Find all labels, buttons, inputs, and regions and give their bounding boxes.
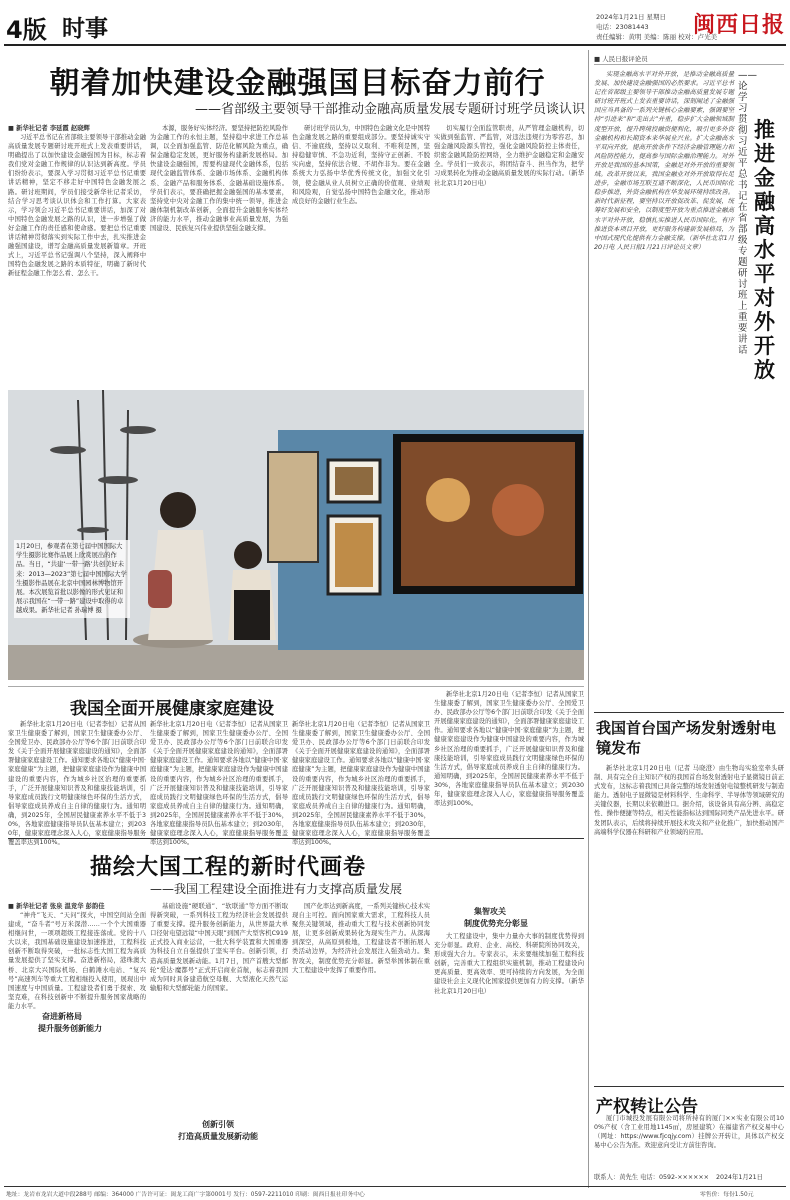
telescope-body [594,764,784,1082]
column-rule [588,50,589,1188]
notice-body [594,1114,784,1170]
divider [594,712,784,713]
main-article-text: 研讨班学员认为，中国特色金融文化是中国特色金融发展之路的重要组成部分。要坚持诚实守信、不逾底线，坚持以义取利、不唯利是图，坚持稳健审慎、不急功近利，坚持守正创新、不脱实向虚，坚持依法合规、不胡作非为。要在金融系统大力弘扬中华优秀传统文化，加强文化引领，使金融从业人员树立正确的价值观、业绩观和风险观，自觉弘扬中国特色金融文化，推动形成良好的金融行业生态。 [292,125,430,205]
exhibition-photo [8,390,584,680]
engineering-headline: 描绘大国工程的新时代画卷 [90,855,367,880]
main-article-col-2 [150,124,288,386]
engineering-subhead-5: 集智攻关 [474,907,506,916]
divider [8,838,584,839]
footer-price: 零售价：每份1.50元 [700,1192,754,1198]
notice-contact: 联系人：黄先生 电话：0592-×××××× [594,1174,709,1181]
divider [594,64,784,65]
exhibition-photo-illustration [8,390,584,680]
health-article-text: 新华社北京1月20日电（记者李恒）记者从国家卫生健康委了解到，国家卫生健康委办公厅、全国爱卫办、民政部办公厅等6个部门日前联合印发《关于全面开展健康家庭建设的通知》，全面部署健康家庭建设工作。通知要求各地以“健康中国·家庭健康”为主题，把健康家庭建设作为健康中国建设的重要内容，作为城乡社区治理的重要抓手，广泛开展健康知识普及和健康技能培训，引导家庭成员践行文明健康绿色环保的生活方式，倡导家庭成员养成自主自律的健康行为。通知明确，到2025年，全国居民健康素养水平不低于30%，各地家庭健康指导员队伍基本建立；到2030年，健康家庭理念深入人心，家庭健康指导服务覆盖率达到100%。 [150,721,288,847]
engineering-subhead-4: 打造高质量发展新动能 [178,1132,258,1141]
notice-headline: 产权转让公告 [596,1097,698,1117]
commentary-subtitle: ——论学习贯彻习近平总书记在省部级专题研讨班上重要讲话 [738,70,757,356]
issue-date: 2024年1月21日 星期日 [596,13,667,21]
engineering-text: 大工程建设中，集中力量办大事的制度优势得到充分彰显。政府、企业、高校、科研院所协同攻关，形成强大合力。专家表示，未来要继续加强工程科技创新，完善重大工程组织实施机制，推动工程建设向更高质量、更高效率、更可持续的方向发展，为全面建设社会主义现代化国家提供更加有力的支撑。（新华社北京1月20日电） [434,933,584,995]
commentary-title: 推进金融高水平对外开放 [754,118,775,382]
engineering-subhead-1: 奋进新格局 [42,1012,82,1021]
footer-address: 地址：龙岩市龙岩大道中段288号 邮编：364000 广告许可证：闽龙工商广字第0001号 发行：0597-2211010 印刷：闽西日报社印务中心 [6,1192,365,1198]
engineering-text: “神舟”飞天、“天问”探火，中国空间站全面建成，“奋斗者”号万米深潜……一个个大国重器相继问世，一项项超级工程接连落成。党的十八大以来，我国基础设施建设加速推进，工程科技创新不断取得突破，一批标志性大国工程为高质量发展提供了坚实支撑。奋进新格局，港珠澳大桥、北京大兴国际机场、白鹤滩水电站、“复兴号”高速列车等重大工程相继投入使用，展现出中国速度与中国质量。工程建设者们勇于探索、攻坚克难，在科技创新中不断提升服务国家战略的能力水平。 [8,912,146,1010]
main-article-col-4 [434,124,584,386]
editor-line: 责任编辑：黄明 美编：陈丽 校对：卢光美 [596,33,718,41]
photo-caption: 1月20日，参观者在第七届中国国际大学生摄影比赛作品展上欣赏展出的作品。当日，“共建‘一带一路’共创美好未来：2013—2023”第七届中国国际大学生摄影作品展在北京中国园林博物馆开展。本次展览首批以影像的形式见证和展示我国在“一带一路”建设中取得的卓越成果。新华社记者 孙瑞博 摄 [14,540,130,618]
main-article-text: 本源，服务好实体经济。要坚持把防控风险作为金融工作的永恒主题，坚持稳中求进工作总基调，以全面加强监管、防范化解风险为重点，确保金融稳定发展，更好服务构建新发展格局。加快建设金融强国，需要构建现代金融体系，包括现代金融监管体系、金融市场体系、金融机构体系、金融产品和服务体系、金融基础设施体系。学员们表示，要准确把握金融强国的基本要素，坚持党中央对金融工作的集中统一领导，推进金融体制机制改革创新，全面提升金融服务实体经济的能力水平，推动金融事业高质量发展，为强国建设、民族复兴伟业提供坚强金融支撑。 [150,125,288,233]
engineering-col-4 [434,902,584,1182]
main-byline: ■ 新华社记者 李延霞 赵晓辉 [8,125,90,132]
health-article-text: 新华社北京1月20日电（记者李恒）记者从国家卫生健康委了解到，国家卫生健康委办公厅、全国爱卫办、民政部办公厅等6个部门日前联合印发《关于全面开展健康家庭建设的通知》，全面部署健康家庭建设工作。通知要求各地以“健康中国·家庭健康”为主题，把健康家庭建设作为健康中国建设的重要内容，作为城乡社区治理的重要抓手，广泛开展健康知识普及和健康技能培训，引导家庭成员践行文明健康绿色环保的生活方式，倡导家庭成员养成自主自律的健康行为。通知明确，到2025年，全国居民健康素养水平不低于30%，各地家庭健康指导员队伍基本建立；到2030年，健康家庭理念深入人心，家庭健康指导服务覆盖率达到100%。 [8,721,146,847]
main-headline: 朝着加快建设金融强国目标奋力前行 [49,66,546,101]
engineering-col-3 [292,902,430,1182]
telescope-text: 新华社北京1月20日电（记者 马晓澄）由生物岛实验室牵头研制、具有完全自主知识产权的我国首台场发射透射电子显微镜日前正式发布，这标志着我国已具备完整的场发射透射电镜整机研发与制造能力。透射电子显微镜是材料科学、生命科学、半导体等领域研究的关键仪器，长期以来依赖进口。据介绍，该设备具有高分辨、高稳定性、操作便捷等特点，相关性能指标达到国际同类产品先进水平。研发团队表示，后续将持续开展技术攻关和产业化推广，加快推动国产高端科学仪器在科研和产业领域的应用。 [594,765,784,836]
engineering-text: 国产化率达到新高度，一系列关键核心技术实现自主可控。面向国家重大需求，工程科技人员聚焦关键领域，推动重大工程与技术创新协同发展，让更多创新成果转化为现实生产力。从深海到深空，从高原到极地，工程建设者不断拓展人类活动边界，为经济社会发展注入强劲动力。集智攻关，制度优势充分彰显。新型举国体制在重大工程建设中发挥了重要作用。 [292,903,430,974]
health-headline: 我国全面开展健康家庭建设 [70,699,274,719]
health-article-col-3 [292,720,430,847]
main-article-text: 切实履行全面监管职责，从严管理金融机构，切实做到强监管、严监管，对违法违规行为零容忍，加强金融风险源头管控，强化金融风险防控主体责任，织密金融风险防控网络，全力维护金融稳定和金融安全。学员们一致表示，将团结奋斗、担当作为，把学习成果转化为推动金融高质量发展的实际行动。（新华社北京1月20日电） [434,125,584,187]
engineering-subhead-6: 制度优势充分彰显 [464,919,528,928]
editor-phone: 电话：23081443 [596,23,649,31]
notice-date: 2024年1月21日 [716,1174,763,1181]
main-article-col-3 [292,124,430,386]
main-article-col-1 [8,124,146,386]
page-header [0,0,790,48]
notice-text: 厦门市城投发展有限公司将所持有的厦门××实业有限公司100%产权（含工业用地1145㎡，房屋建筑）在福建省产权交易中心（网址：https://www.fjcqjy.com）挂牌公开转让，具体以产权交易中心公告为准。欢迎意向受让方前往咨询。 [594,1115,784,1150]
divider [8,686,584,687]
health-article-text: 新华社北京1月20日电（记者李恒）记者从国家卫生健康委了解到，国家卫生健康委办公厅、全国爱卫办、民政部办公厅等6个部门日前联合印发《关于全面开展健康家庭建设的通知》，全面部署健康家庭建设工作。通知要求各地以“健康中国·家庭健康”为主题，把健康家庭建设作为健康中国建设的重要内容，作为城乡社区治理的重要抓手，广泛开展健康知识普及和健康技能培训，引导家庭成员践行文明健康绿色环保的生活方式，倡导家庭成员养成自主自律的健康行为。通知明确，到2025年，全国居民健康素养水平不低于30%，各地家庭健康指导员队伍基本建立；到2030年，健康家庭理念深入人心，家庭健康指导服务覆盖率达到100%。 [434,691,584,808]
telescope-headline: 我国首台国产场发射透射电镜发布 [596,719,777,757]
divider [594,1086,784,1087]
engineering-subhead-2: 提升服务创新能力 [38,1024,102,1033]
section-title: 时事 [62,16,108,42]
health-article-col-2 [150,720,288,847]
engineering-col-1 [8,902,146,1182]
engineering-subhead-3: 创新引领 [202,1120,234,1129]
engineering-byline: ■ 新华社记者 张泉 温竞华 彭韵佳 [8,903,105,910]
engineering-subheadline: ——我国工程建设全面推进有力支撑高质量发展 [150,882,403,896]
footer-rule [4,1186,786,1187]
paper-logo: 闽西日报 [693,12,786,38]
commentary-text: 实现金融高水平对外开放，是推动金融高质量发展、加快建设金融强国的必然要求。习近平总书记在省部级主要领导干部推动金融高质量发展专题研讨班开班式上发表重要讲话，深刻阐述了金融强国应当具备的一系列关键核心金融要素，强调要坚持“引进来”和“走出去”并重，稳步扩大金融领域制度型开放，提升跨境投融资便利化，吸引更多外资金融机构和长期资本来华展业兴业。扩大金融高水平双向开放，提高开放条件下经济金融管理能力和风险防控能力，提高参与国际金融治理能力。对外开放是我国的基本国策，金融是对外开放的重要领域。改革开放以来，我国金融业对外开放取得长足进步，金融市场互联互通不断深化，人民币国际化稳步推进，外资金融机构在华发展环境持续改善。新时代新征程，要坚持以开放促改革、促发展，统筹好发展和安全，以制度型开放为重点推进金融高水平对外开放，稳慎扎实推进人民币国际化，有序推进资本项目开放，更好服务构建新发展格局，为中国式现代化提供有力金融支撑。（新华社北京1月20日电 人民日报1月21日评论员文章） [594,71,734,251]
engineering-text: 基础设施“硬联通”、“软联通”等方面不断取得新突破，一系列科技工程为经济社会发展提供了重要支撑。提升服务创新能力，从世界最大单口径射电望远镜“中国天眼”到国产大型客机C919正式投入商业运营，一批大科学装置和大国重器为科技自立自强提供了坚实平台。创新引领，打造高质量发展新动能。1月7日，国产首艘大型邮轮“爱达·魔都号”正式开启商业首航，标志着我国成为同时具备建造航空母舰、大型液化天然气运输船和大型邮轮能力的国家。 [150,903,288,992]
health-article-col-1 [8,720,146,847]
main-subheadline: ——省部级主要领导干部推动金融高质量发展专题研讨班学员谈认识 [194,102,585,117]
commentary-label: ■ 人民日报评论员 [594,55,648,63]
commentary-body [594,70,734,690]
header-rule [4,44,786,46]
main-article-text: 习近平总书记在省部级主要领导干部推动金融高质量发展专题研讨班开班式上发表重要讲话，明确提出了以加快建设金融强国为目标，标志着我们党对金融工作规律的认识达到新高度。学员们纷纷表示，要深入学习贯彻习近平总书记重要讲话精神，坚定不移走好中国特色金融发展之路。研讨班期间，学员们接受新华社记者采访，结合学习思考谈认识体会和工作打算。大家表示，学习领会习近平总书记重要讲话，加深了对中国特色金融发展之路的认识，进一步增强了做好金融工作的责任感和使命感。要把总书记重要讲话精神贯彻落实到实际工作中去，扎实推进金融强国建设，谱写金融高质量发展新篇章。开班式上，习近平总书记强调八个坚持，深入阐释中国特色金融发展之路的本质特征，明确了新时代新征程金融工作怎么看、怎么干。 [8,134,146,278]
health-article-text: 新华社北京1月20日电（记者李恒）记者从国家卫生健康委了解到，国家卫生健康委办公厅、全国爱卫办、民政部办公厅等6个部门日前联合印发《关于全面开展健康家庭建设的通知》，全面部署健康家庭建设工作。通知要求各地以“健康中国·家庭健康”为主题，把健康家庭建设作为健康中国建设的重要内容，作为城乡社区治理的重要抓手，广泛开展健康知识普及和健康技能培训，引导家庭成员践行文明健康绿色环保的生活方式，倡导家庭成员养成自主自律的健康行为。通知明确，到2025年，全国居民健康素养水平不低于30%，各地家庭健康指导员队伍基本建立；到2030年，健康家庭理念深入人心，家庭健康指导服务覆盖率达到100%。 [292,721,430,847]
health-article-col-4 [434,690,584,832]
page-number: 4版 [6,16,47,44]
